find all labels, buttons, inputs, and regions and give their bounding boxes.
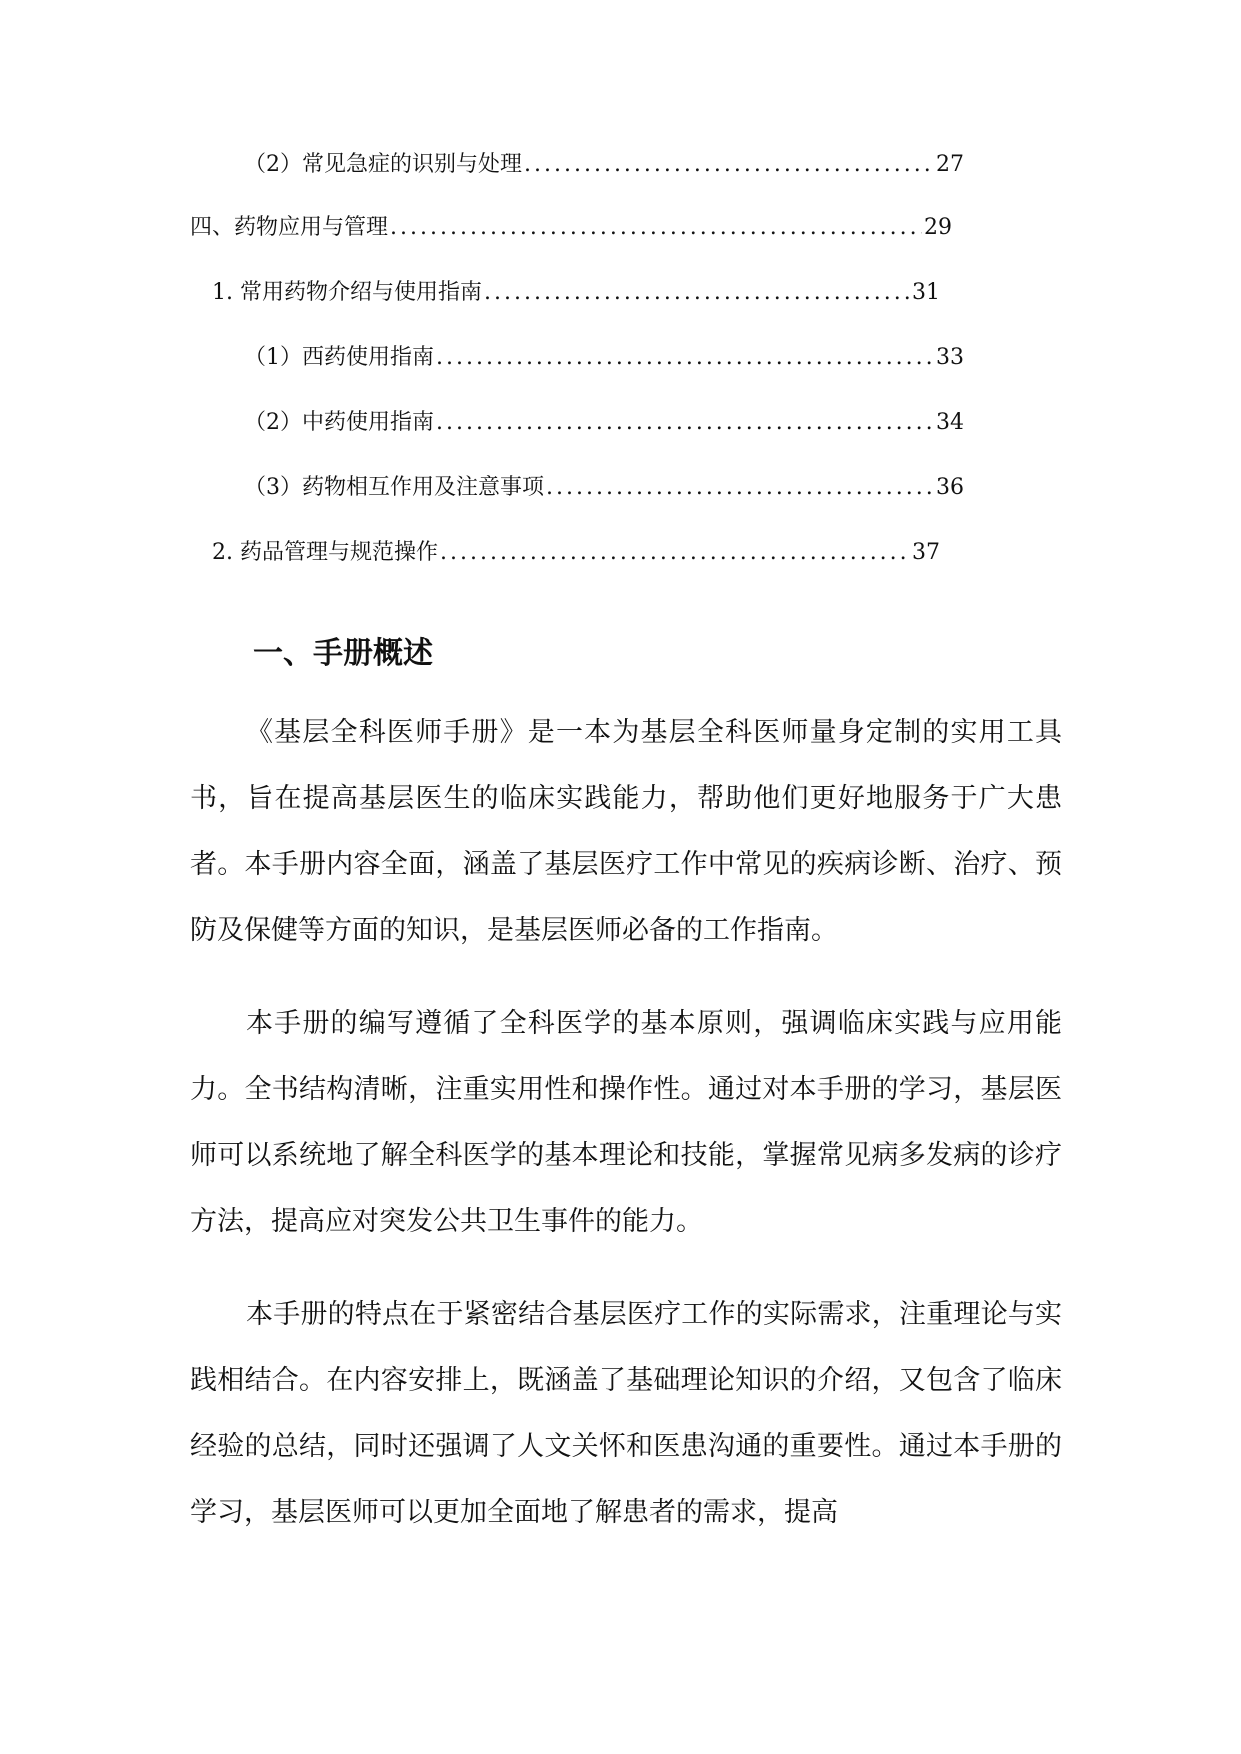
paragraph: 本手册的编写遵循了全科医学的基本原则，强调临床实践与应用能力。全书结构清晰，注重实用性和操作性。通过对本手册的学习，基层医师可以系统地了解全科医学的基本理论和技能，掌握常见病多发病的诊疗方法，提高应对突发公共卫生事件的能力。 <box>190 1008 1062 1237</box>
toc-entry <box>190 213 952 243</box>
toc-entry-page: 31 <box>912 280 940 305</box>
toc-entry-label: （3）药物相互作用及注意事项 <box>244 475 544 500</box>
toc-entry <box>212 538 940 568</box>
toc-entry-label: （1）西药使用指南 <box>244 345 434 370</box>
toc-entry-label: 1. 常用药物介绍与使用指南 <box>212 280 482 305</box>
toc-entry <box>244 343 964 373</box>
toc-entry-page: 27 <box>936 152 964 177</box>
paragraph: 《基层全科医师手册》是一本为基层全科医师量身定制的实用工具书，旨在提高基层医生的临床实践能力，帮助他们更好地服务于广大患者。本手册内容全面，涵盖了基层医疗工作中常见的疾病诊断、治疗、预防及保健等方面的知识，是基层医师必备的工作指南。 <box>190 717 1062 946</box>
toc-entry-page: 37 <box>912 540 940 565</box>
toc-leader-dots <box>440 538 910 568</box>
section-heading: 一、手册概述 <box>253 636 433 671</box>
toc-entry <box>244 150 964 180</box>
toc-entry-label: （2）常见急症的识别与处理 <box>244 152 522 177</box>
toc-entry <box>212 278 940 308</box>
toc-entry-label: 四、药物应用与管理 <box>190 215 389 240</box>
toc-leader-dots <box>390 213 922 243</box>
toc-leader-dots <box>524 150 934 180</box>
toc-entry-label: （2）中药使用指南 <box>244 410 434 435</box>
toc-leader-dots <box>546 473 934 503</box>
toc-entry-label: 2. 药品管理与规范操作 <box>212 540 438 565</box>
toc-entry-page: 29 <box>924 215 952 240</box>
toc-leader-dots <box>436 408 934 438</box>
toc-entry <box>244 473 964 503</box>
toc-entry-page: 36 <box>936 475 964 500</box>
toc-entry-page: 33 <box>936 345 964 370</box>
toc-leader-dots <box>436 343 934 373</box>
paragraph: 本手册的特点在于紧密结合基层医疗工作的实际需求，注重理论与实践相结合。在内容安排上，既涵盖了基础理论知识的介绍，又包含了临床经验的总结，同时还强调了人文关怀和医患沟通的重要性。通过本手册的学习，基层医师可以更加全面地了解患者的需求，提高 <box>190 1299 1062 1528</box>
toc-leader-dots <box>484 278 910 308</box>
toc-entry-page: 34 <box>936 410 964 435</box>
toc-entry <box>244 408 964 438</box>
